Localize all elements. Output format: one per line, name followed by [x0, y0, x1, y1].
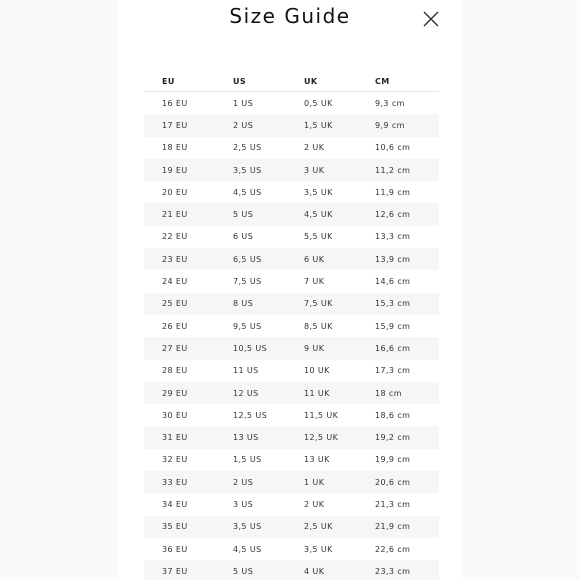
cell-eu: 31 EU [144, 426, 215, 448]
cell-cm: 23,3 cm [357, 560, 439, 580]
cell-cm: 10,6 cm [375, 143, 411, 153]
cell-cm: 18 cm [357, 382, 439, 404]
cell-uk: 9 UK [286, 337, 357, 359]
cell-cm: 15,3 cm [357, 293, 439, 315]
cell-eu: 17 EU [144, 114, 215, 136]
cell-eu: 24 EU [162, 277, 188, 287]
table-header-row [144, 71, 439, 92]
cell-eu: 37 EU [144, 560, 215, 580]
cell-cm: 16,6 cm [357, 337, 439, 359]
cell-uk: 11 UK [286, 382, 357, 404]
cell-uk: 8,5 UK [304, 321, 333, 331]
cell-uk: 6 UK [286, 248, 357, 270]
table-row [144, 516, 439, 538]
table-row [144, 493, 439, 515]
cell-uk: 3 UK [286, 159, 357, 181]
cell-us: 2 US [215, 471, 286, 493]
page-title: Size Guide [229, 4, 351, 28]
cell-us: 8 US [215, 293, 286, 315]
cell-us: 9,5 US [233, 321, 262, 331]
cell-uk: 2,5 UK [286, 516, 357, 538]
cell-us: 6 US [233, 232, 254, 242]
table-row [144, 382, 439, 404]
table-row [144, 248, 439, 270]
cell-us: 1 US [233, 98, 254, 108]
cell-cm: 13,3 cm [375, 232, 411, 242]
cell-uk: 4,5 UK [286, 203, 357, 225]
column-header-uk: UK [286, 71, 357, 92]
cell-uk: 2 UK [304, 143, 325, 153]
cell-uk: 4 UK [286, 560, 357, 580]
cell-uk: 12,5 UK [286, 426, 357, 448]
table-row [144, 181, 439, 203]
cell-cm: 9,9 cm [357, 114, 439, 136]
table-row [144, 159, 439, 181]
table-row [144, 270, 439, 292]
table-row [144, 560, 439, 580]
cell-cm: 17,3 cm [375, 366, 411, 376]
cell-cm: 15,9 cm [375, 321, 411, 331]
cell-uk: 11,5 UK [304, 410, 339, 420]
cell-uk: 3,5 UK [304, 544, 333, 554]
cell-uk: 7 UK [304, 277, 325, 287]
cell-us: 10,5 US [215, 337, 286, 359]
backdrop-right[interactable] [462, 0, 580, 580]
cell-us: 13 US [215, 426, 286, 448]
table-body [144, 92, 439, 580]
cell-us: 4,5 US [233, 544, 262, 554]
cell-eu: 21 EU [144, 203, 215, 225]
cell-us: 1,5 US [233, 455, 262, 465]
table-row [144, 137, 439, 159]
table-row [144, 360, 439, 382]
cell-uk: 1,5 UK [286, 114, 357, 136]
cell-uk: 10 UK [304, 366, 330, 376]
cell-us: 7,5 US [233, 277, 262, 287]
cell-eu: 23 EU [144, 248, 215, 270]
table-row [144, 293, 439, 315]
column-header-us: US [215, 71, 286, 92]
cell-eu: 27 EU [144, 337, 215, 359]
table-row [144, 92, 439, 115]
size-table-container [144, 71, 439, 580]
cell-cm: 19,2 cm [357, 426, 439, 448]
cell-cm: 9,3 cm [375, 98, 405, 108]
table-row [144, 315, 439, 337]
cell-eu: 30 EU [162, 410, 188, 420]
cell-us: 3,5 US [215, 159, 286, 181]
table-row [144, 203, 439, 225]
cell-uk: 5,5 UK [304, 232, 333, 242]
cell-eu: 26 EU [162, 321, 188, 331]
cell-us: 2 US [215, 114, 286, 136]
cell-eu: 22 EU [162, 232, 188, 242]
cell-eu: 34 EU [162, 499, 188, 509]
cell-us: 3,5 US [215, 516, 286, 538]
cell-uk: 3,5 UK [304, 187, 333, 197]
table-row [144, 426, 439, 448]
cell-us: 11 US [233, 366, 259, 376]
cell-eu: 18 EU [162, 143, 188, 153]
cell-uk: 7,5 UK [286, 293, 357, 315]
column-header-eu: EU [144, 71, 215, 92]
cell-eu: 25 EU [144, 293, 215, 315]
table-row [144, 538, 439, 560]
cell-us: 5 US [215, 560, 286, 580]
cell-cm: 14,6 cm [375, 277, 411, 287]
cell-cm: 21,9 cm [357, 516, 439, 538]
table-row [144, 114, 439, 136]
cell-cm: 12,6 cm [357, 203, 439, 225]
cell-eu: 32 EU [162, 455, 188, 465]
cell-uk: 2 UK [304, 499, 325, 509]
backdrop-left[interactable] [0, 0, 118, 580]
table-row [144, 404, 439, 426]
cell-cm: 11,2 cm [357, 159, 439, 181]
cell-eu: 28 EU [162, 366, 188, 376]
close-icon [423, 11, 439, 27]
cell-eu: 33 EU [144, 471, 215, 493]
table-row [144, 226, 439, 248]
cell-uk: 13 UK [304, 455, 330, 465]
cell-eu: 35 EU [144, 516, 215, 538]
cell-cm: 11,9 cm [375, 187, 411, 197]
cell-us: 6,5 US [215, 248, 286, 270]
cell-us: 5 US [215, 203, 286, 225]
cell-eu: 16 EU [162, 98, 188, 108]
cell-uk: 1 UK [286, 471, 357, 493]
close-button[interactable] [423, 11, 439, 27]
table-row [144, 337, 439, 359]
cell-cm: 18,6 cm [375, 410, 411, 420]
cell-cm: 20,6 cm [357, 471, 439, 493]
cell-us: 2,5 US [233, 143, 262, 153]
cell-eu: 29 EU [144, 382, 215, 404]
cell-eu: 36 EU [162, 544, 188, 554]
table-row [144, 449, 439, 471]
cell-cm: 22,6 cm [375, 544, 411, 554]
cell-cm: 13,9 cm [357, 248, 439, 270]
cell-us: 3 US [233, 499, 254, 509]
cell-cm: 21,3 cm [375, 499, 411, 509]
column-header-cm: CM [357, 71, 439, 92]
table-row [144, 471, 439, 493]
cell-us: 12 US [215, 382, 286, 404]
cell-cm: 19,9 cm [375, 455, 411, 465]
cell-eu: 20 EU [162, 187, 188, 197]
cell-us: 4,5 US [233, 187, 262, 197]
size-table [144, 71, 439, 580]
cell-us: 12,5 US [233, 410, 268, 420]
cell-eu: 19 EU [144, 159, 215, 181]
cell-uk: 0,5 UK [304, 98, 333, 108]
